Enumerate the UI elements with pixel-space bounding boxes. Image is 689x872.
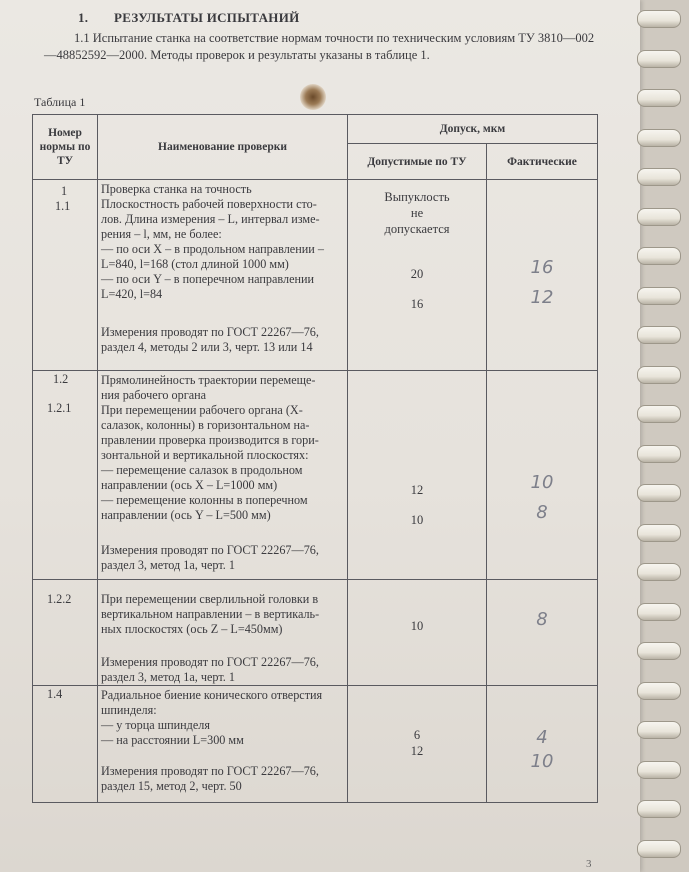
actual-value: 12 <box>530 287 554 308</box>
description-line: зонтальной и вертикальной плоскостях: <box>101 448 309 462</box>
binding-ring <box>637 287 681 305</box>
row-allowed-cell <box>348 580 487 686</box>
header-tolerance: Допуск, мкм <box>348 115 598 144</box>
table-caption: Таблица 1 <box>34 95 86 109</box>
row-actual-cell <box>487 686 598 803</box>
description-line: Измерения проводят по ГОСТ 22267—76, <box>101 543 319 557</box>
stain-mark <box>300 84 326 110</box>
description-line: ных плоскостях (ось Z – L=450мм) <box>101 622 283 636</box>
table-row <box>33 686 598 803</box>
results-table <box>32 114 598 803</box>
binding-ring <box>637 563 681 581</box>
binding-ring <box>637 50 681 68</box>
description-line: правлении проверка производится в гори- <box>101 433 319 447</box>
actual-value: 10 <box>530 472 554 493</box>
row-number-cell <box>33 180 98 371</box>
binding-ring <box>637 168 681 186</box>
description-line: Плоскостность рабочей поверхности сто- <box>101 197 317 211</box>
section-heading <box>78 10 300 26</box>
table-row <box>33 180 598 371</box>
row-actual-cell <box>487 371 598 580</box>
allowed-note: допускается <box>384 222 450 236</box>
binding-ring <box>637 524 681 542</box>
description-line: направлении (ось Y – L=500 мм) <box>101 508 271 522</box>
description-line: Измерения проводят по ГОСТ 22267—76, <box>101 655 319 669</box>
intro-paragraph: 1.1 Испытание станка на соответствие нормам точности по техническим условиям ТУ 3810—002—48852592—2000. Методы проверок и результаты указаны в таблице 1. <box>44 31 595 62</box>
binding-ring <box>637 800 681 818</box>
row-number: 1.1 <box>55 199 71 213</box>
row-description-cell <box>98 580 348 686</box>
header-actual: Фактические <box>487 144 598 180</box>
row-number: 1.4 <box>47 687 63 701</box>
description-line: — по оси X – в продольном направлении – <box>101 242 324 256</box>
header-number: Номер нормы по ТУ <box>33 115 98 180</box>
description-line: — перемещение салазок в продольном <box>101 463 303 477</box>
description-line: Прямолинейность траектории перемеще- <box>101 373 316 387</box>
actual-value: 8 <box>536 609 548 630</box>
row-number: 1.2.2 <box>47 592 72 606</box>
section-title: РЕЗУЛЬТАТЫ ИСПЫТАНИЙ <box>114 10 300 25</box>
description-line: Проверка станка на точность <box>101 182 252 196</box>
description-line: лов. Длина измерения – L, интервал изме- <box>101 212 320 226</box>
binding-ring <box>637 761 681 779</box>
row-description-cell <box>98 371 348 580</box>
allowed-value: 16 <box>410 297 424 311</box>
actual-value: 10 <box>530 751 554 772</box>
page-number: 3 <box>586 858 592 870</box>
binding-ring <box>637 89 681 107</box>
binding-ring <box>637 682 681 700</box>
description-line: вертикальном направлении – в вертикаль- <box>101 607 320 621</box>
row-allowed-cell <box>348 371 487 580</box>
binding-ring <box>637 603 681 621</box>
binding-ring <box>637 642 681 660</box>
allowed-note: Выпуклость <box>384 190 450 204</box>
binding-ring <box>637 208 681 226</box>
description-line: — у торца шпинделя <box>101 718 210 732</box>
description-line: раздел 15, метод 2, черт. 50 <box>101 779 242 793</box>
binding-ring <box>637 326 681 344</box>
description-line: Радиальное биение конического отверстия <box>101 688 323 702</box>
row-allowed-cell <box>348 180 487 371</box>
description-line: L=420, l=84 <box>101 287 163 301</box>
section-number: 1. <box>78 10 89 25</box>
description-line: Измерения проводят по ГОСТ 22267—76, <box>101 764 319 778</box>
row-number: 1 <box>61 184 68 198</box>
description-line: — перемещение колонны в поперечном <box>101 493 308 507</box>
row-actual-cell <box>487 580 598 686</box>
allowed-value: 10 <box>410 513 424 527</box>
row-actual-cell <box>487 180 598 371</box>
description-line: ния рабочего органа <box>101 388 207 402</box>
table-row <box>33 371 598 580</box>
table-header-row <box>33 115 598 144</box>
description-line: салазок, колонны) в горизонтальном на- <box>101 418 310 432</box>
actual-value: 4 <box>536 727 548 748</box>
description-line: При перемещении сверлильной головки в <box>101 592 319 606</box>
row-allowed-cell <box>348 686 487 803</box>
binding-ring <box>637 129 681 147</box>
row-number-cell <box>33 371 98 580</box>
row-number-cell <box>33 686 98 803</box>
allowed-value: 20 <box>410 267 424 281</box>
actual-value: 8 <box>536 502 548 523</box>
allowed-value: 12 <box>410 744 424 758</box>
description-line: раздел 4, методы 2 или 3, черт. 13 или 14 <box>101 340 313 354</box>
binding-ring <box>637 721 681 739</box>
row-number: 1.2.1 <box>47 401 72 415</box>
allowed-note: не <box>410 206 424 220</box>
row-number: 1.2 <box>53 372 69 386</box>
description-line: рения – l, мм, не более: <box>101 227 222 241</box>
header-allowed: Допустимые по ТУ <box>348 144 487 180</box>
binding-ring <box>637 366 681 384</box>
description-line: Измерения проводят по ГОСТ 22267—76, <box>101 325 319 339</box>
row-number-cell <box>33 580 98 686</box>
row-description-cell <box>98 180 348 371</box>
description-line: направлении (ось X – L=1000 мм) <box>101 478 278 492</box>
spiral-binding <box>629 0 689 872</box>
binding-ring <box>637 10 681 28</box>
binding-ring <box>637 247 681 265</box>
binding-ring <box>637 445 681 463</box>
description-line: — на расстоянии L=300 мм <box>101 733 244 747</box>
binding-ring <box>637 840 681 858</box>
binding-ring <box>637 405 681 423</box>
description-line: шпинделя: <box>101 703 157 717</box>
allowed-value: 12 <box>410 483 424 497</box>
row-description-cell <box>98 686 348 803</box>
allowed-value: 10 <box>410 619 424 633</box>
description-line: При перемещении рабочего органа (X- <box>101 403 303 417</box>
actual-value: 16 <box>530 257 554 278</box>
table-row <box>33 580 598 686</box>
description-line: раздел 3, метод 1а, черт. 1 <box>101 670 235 684</box>
allowed-value: 6 <box>413 728 421 742</box>
description-line: раздел 3, метод 1а, черт. 1 <box>101 558 235 572</box>
description-line: — по оси Y – в поперечном направлении <box>101 272 315 286</box>
description-line: L=840, l=168 (стол длиной 1000 мм) <box>101 257 289 271</box>
binding-ring <box>637 484 681 502</box>
header-name: Наименование проверки <box>98 115 348 180</box>
